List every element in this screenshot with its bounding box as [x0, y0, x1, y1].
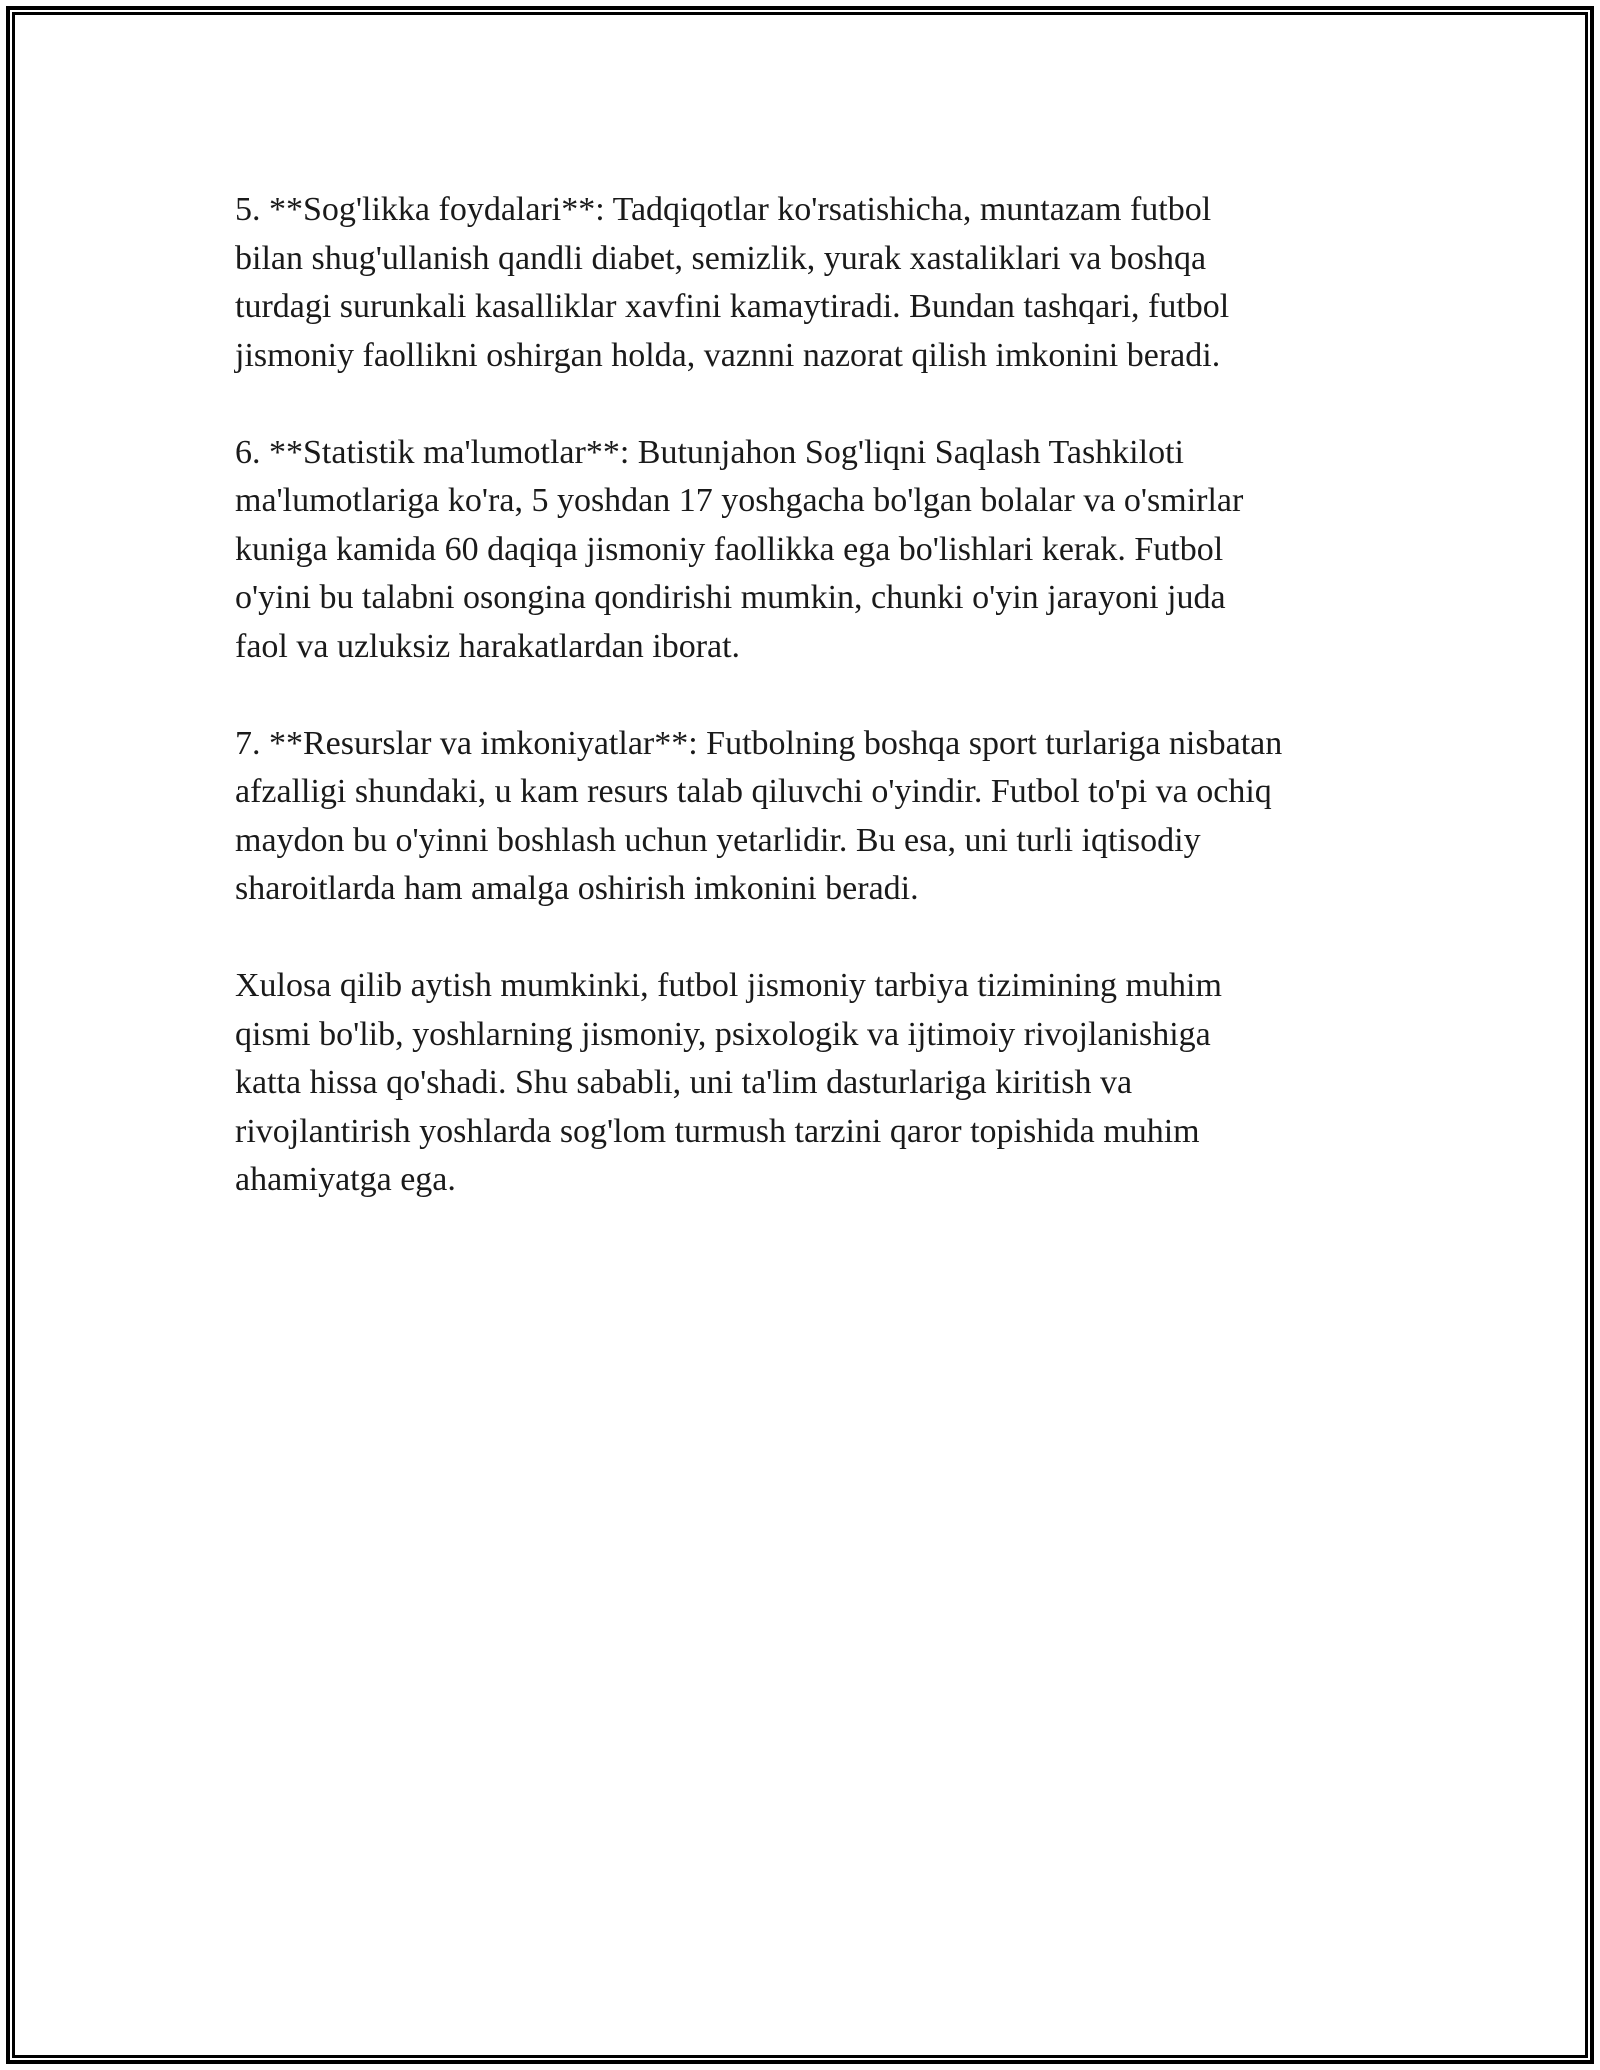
text-line: kuniga kamida 60 daqiqa jismoniy faollikka ega bo'lishlari kerak. Futbol	[235, 530, 1224, 568]
text-line: 6. **Statistik ma'lumotlar**: Butunjahon Sog'liqni Saqlash Tashkiloti	[235, 433, 1184, 471]
text-line: 5. **Sog'likka foydalari**: Tadqiqotlar ko'rsatishicha, muntazam futbol	[235, 191, 1212, 228]
text-line: ahamiyatga ega.	[235, 1161, 456, 1198]
text-line: ma'lumotlariga ko'ra, 5 yoshdan 17 yoshgacha bo'lgan bolalar va o'smirlar	[235, 482, 1244, 519]
text-line: 7. **Resurslar va imkoniyatlar**: Futbolning boshqa sport turlariga nisbatan	[235, 724, 1283, 762]
paragraph-resources	[235, 720, 1415, 914]
text-line: Xulosa qilib aytish mumkinki, futbol jismoniy tarbiya tizimining muhim	[235, 967, 1222, 1004]
document-body	[235, 186, 1415, 1253]
text-line: sharoitlarda ham amalga oshirish imkonini beradi.	[235, 870, 919, 907]
paragraph-statistics	[235, 429, 1415, 672]
text-line: jismoniy faollikni oshirgan holda, vaznni nazorat qilish imkonini beradi.	[235, 336, 1221, 374]
text-line: afzalligi shundaki, u kam resurs talab qiluvchi o'yindir. Futbol to'pi va ochiq	[235, 773, 1272, 810]
paragraph-health-benefits	[235, 186, 1415, 380]
text-line: turdagi surunkali kasalliklar xavfini kamaytiradi. Bundan tashqari, futbol	[235, 288, 1230, 325]
text-line: qismi bo'lib, yoshlarning jismoniy, psixologik va ijtimoiy rivojlanishiga	[235, 1015, 1211, 1053]
text-line: o'yini bu talabni osongina qondirishi mumkin, chunki o'yin jarayoni juda	[235, 579, 1226, 616]
text-line: maydon bu o'yinni boshlash uchun yetarlidir. Bu esa, uni turli iqtisodiy	[235, 821, 1201, 859]
text-line: faol va uzluksiz harakatlardan iborat.	[235, 627, 741, 665]
text-line: rivojlantirish yoshlarda sog'lom turmush tarzini qaror topishida muhim	[235, 1112, 1200, 1150]
text-line: katta hissa qo'shadi. Shu sababli, uni ta'lim dasturlariga kiritish va	[235, 1064, 1133, 1101]
paragraph-conclusion	[235, 962, 1415, 1205]
text-line: bilan shug'ullanish qandli diabet, semizlik, yurak xastaliklari va boshqa	[235, 239, 1207, 277]
